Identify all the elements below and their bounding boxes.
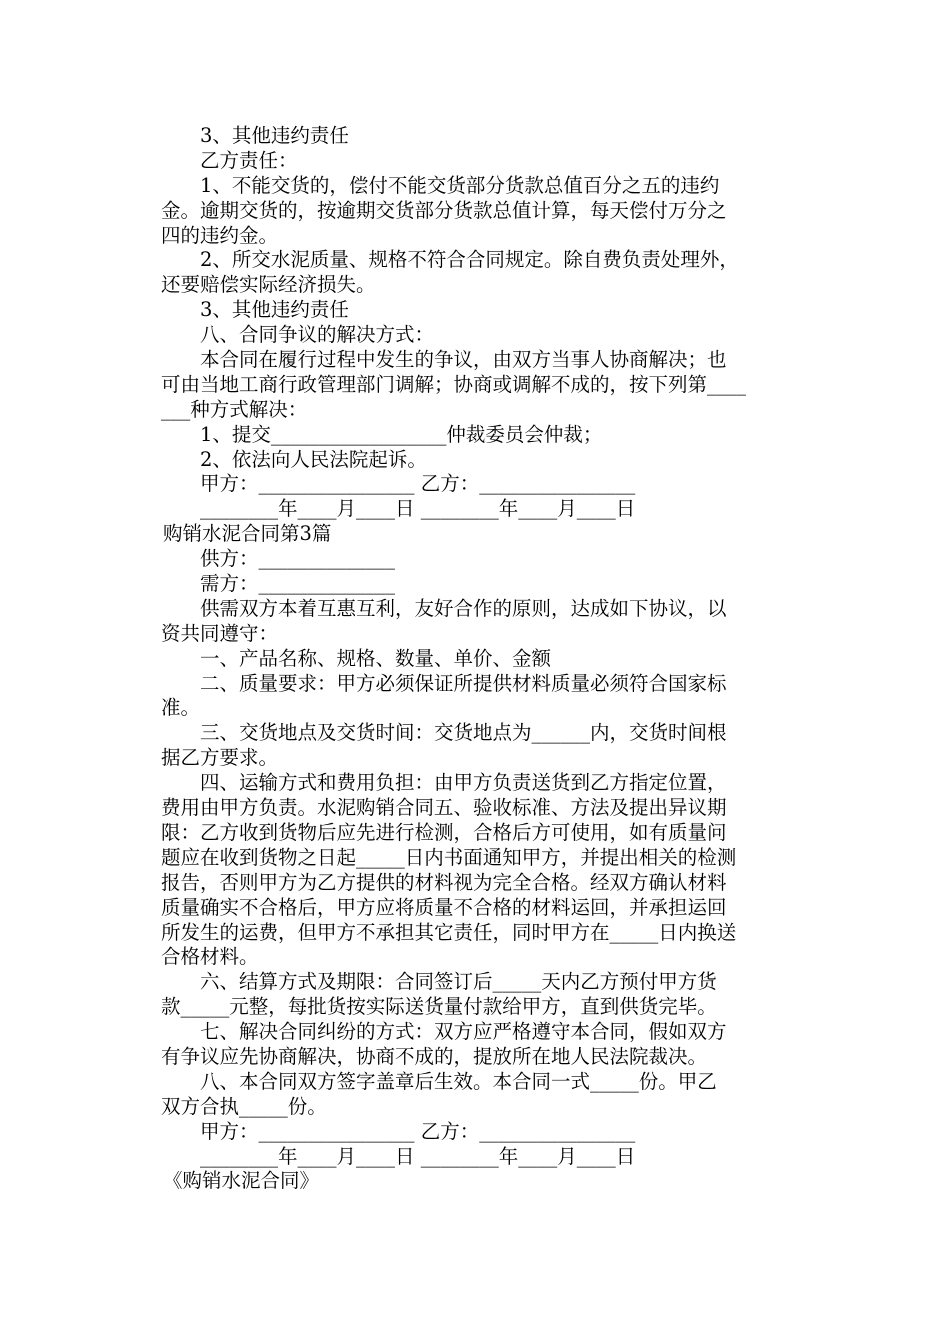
paragraph-line: 准。 bbox=[161, 696, 201, 720]
paragraph-line: 双方合执_____份。 bbox=[161, 1094, 327, 1118]
paragraph-line: 八、合同争议的解决方式： bbox=[200, 323, 435, 347]
document-body bbox=[161, 124, 811, 1194]
paragraph-line: 甲方：________________ 乙方：________________ bbox=[200, 472, 636, 496]
paragraph-line: 需方：______________ bbox=[200, 572, 396, 596]
paragraph-line: 2、依法向人民法院起诉。 bbox=[200, 447, 427, 471]
paragraph-line: 3、其他违约责任 bbox=[200, 124, 349, 147]
paragraph-line: 资共同遵守： bbox=[161, 621, 279, 645]
paragraph-line: 七、解决合同纠纷的方式：双方应严格遵守本合同，假如双方 bbox=[200, 1020, 727, 1044]
paragraph-line: 限：乙方收到货物后应先进行检测，合格后方可使用，如有质量问 bbox=[161, 820, 727, 844]
paragraph-line: 三、交货地点及交货时间：交货地点为______内，交货时间根 bbox=[200, 721, 727, 745]
paragraph-line: 还要赔偿实际经济损失。 bbox=[161, 273, 376, 297]
paragraph-line: 有争议应先协商解决，协商不成的，提放所在地人民法院裁决。 bbox=[161, 1044, 708, 1068]
paragraph-line: 四、运输方式和费用负担：由甲方负责送货到乙方指定位置， bbox=[200, 771, 727, 795]
paragraph-line: 据乙方要求。 bbox=[161, 746, 279, 770]
paragraph-line: 题应在收到货物之日起_____日内书面通知甲方，并提出相关的检测 bbox=[161, 845, 737, 869]
paragraph-line: 供方：______________ bbox=[200, 547, 396, 571]
paragraph-line: 质量确实不合格后，甲方应将质量不合格的材料运回，并承担运回 bbox=[161, 895, 727, 919]
section-title: 《购销水泥合同》 bbox=[163, 1169, 320, 1193]
paragraph-line: 八、本合同双方签字盖章后生效。本合同一式_____份。甲乙 bbox=[200, 1069, 717, 1093]
paragraph-line: 报告，否则甲方为乙方提供的材料视为完全合格。经双方确认材料 bbox=[161, 870, 727, 894]
paragraph-line: ________年____月____日 ________年____月____日 bbox=[200, 497, 636, 521]
paragraph-line: 二、质量要求：甲方必须保证所提供材料质量必须符合国家标 bbox=[200, 671, 727, 695]
paragraph-line: ___种方式解决： bbox=[161, 397, 308, 421]
paragraph-line: 3、其他违约责任 bbox=[200, 298, 349, 322]
paragraph-line: 合格材料。 bbox=[161, 945, 259, 969]
paragraph-line: ________年____月____日 ________年____月____日 bbox=[200, 1144, 636, 1168]
paragraph-line: 乙方责任： bbox=[200, 148, 298, 172]
paragraph-line: 供需双方本着互惠互利，友好合作的原则，达成如下协议，以 bbox=[200, 596, 727, 620]
paragraph-line: 四的违约金。 bbox=[161, 223, 279, 247]
paragraph-line: 款_____元整，每批货按实际送货量付款给甲方，直到供货完毕。 bbox=[161, 995, 717, 1019]
paragraph-line: 本合同在履行过程中发生的争议，由双方当事人协商解决；也 bbox=[200, 348, 727, 372]
paragraph-line: 金。逾期交货的，按逾期交货部分货款总值计算，每天偿付万分之 bbox=[161, 198, 727, 222]
section-title: 购销水泥合同第3篇 bbox=[163, 522, 332, 546]
paragraph-line: 可由当地工商行政管理部门调解；协商或调解不成的，按下列第____ bbox=[161, 372, 747, 396]
paragraph-line: 1、不能交货的，偿付不能交货部分货款总值百分之五的违约 bbox=[200, 173, 720, 197]
paragraph-line: 甲方：________________ 乙方：________________ bbox=[200, 1119, 636, 1143]
paragraph-line: 所发生的运费，但甲方不承担其它责任，同时甲方在_____日内换送 bbox=[161, 920, 737, 944]
paragraph-line: 六、结算方式及期限：合同签订后_____天内乙方预付甲方货 bbox=[200, 970, 717, 994]
paragraph-line: 2、所交水泥质量、规格不符合合同规定。除自费负责处理外， bbox=[200, 248, 739, 272]
paragraph-line: 一、产品名称、规格、数量、单价、金额 bbox=[200, 646, 552, 670]
paragraph-line: 1、提交__________________仲裁委员会仲裁； bbox=[200, 422, 603, 446]
paragraph-line: 费用由甲方负责。水泥购销合同五、验收标准、方法及提出异议期 bbox=[161, 796, 727, 820]
